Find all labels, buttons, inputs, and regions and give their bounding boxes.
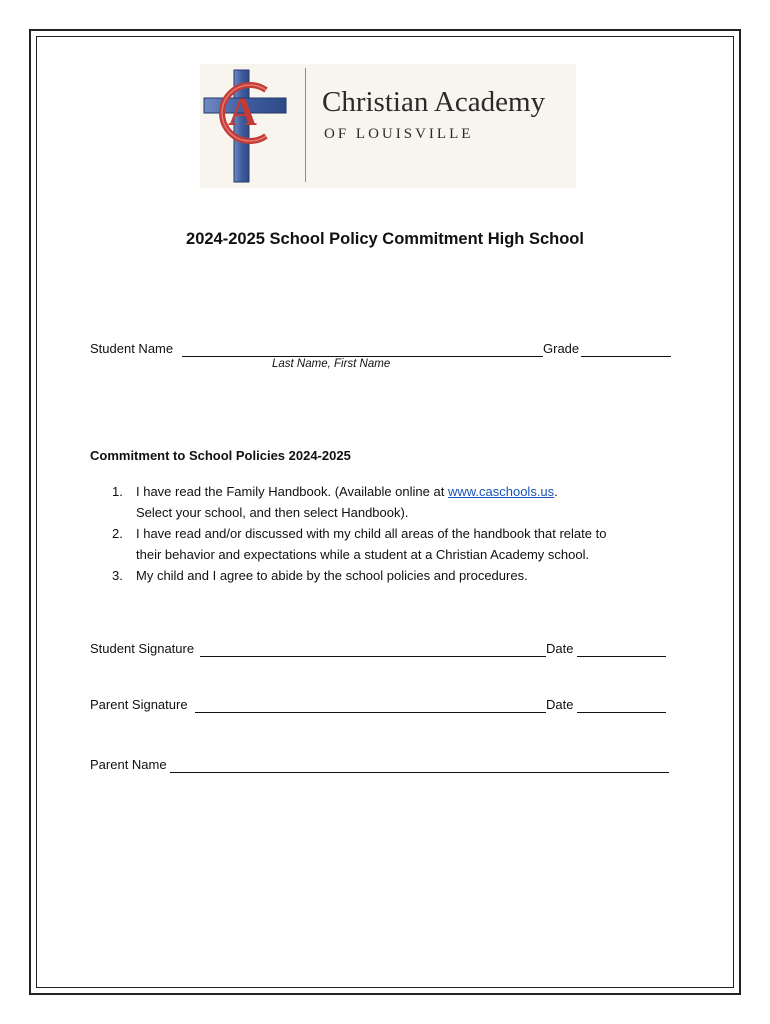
student-name-label: Student Name [90,341,174,356]
list-item [112,481,672,523]
handbook-link[interactable]: www.caschools.us [447,484,555,499]
list-item-number: 2. [112,526,123,541]
commitment-heading: Commitment to School Policies 2024-2025 [90,448,351,463]
student-date-field[interactable] [577,656,666,657]
list-item [112,523,672,565]
student-signature-field[interactable] [200,656,546,657]
list-item-text: . [554,484,558,499]
list-item-text: My child and I agree to abide by the school policies and procedures. [136,568,528,583]
commitment-list [112,481,672,586]
logo-divider [305,68,306,182]
list-item-number: 3. [112,568,123,583]
student-name-field[interactable] [182,356,543,357]
logo-letter-a: A [228,89,257,134]
school-logo [200,64,576,188]
list-item-text: their behavior and expectations while a student at a Christian Academy school. [136,547,590,562]
student-date-label: Date [546,641,574,656]
logo-school-subtitle: OF LOUISVILLE [324,126,474,142]
grade-label: Grade [543,341,580,356]
parent-date-field[interactable] [577,712,666,713]
student-signature-label: Student Signature [90,641,195,656]
parent-date-label: Date [546,697,574,712]
page-title: 2024-2025 School Policy Commitment High School [186,230,584,248]
logo-letter-c [208,68,209,70]
parent-signature-field[interactable] [195,712,546,713]
list-item-text: Select your school, and then select Handbook). [136,505,409,520]
list-item-text: I have read the Family Handbook. (Available online at [136,484,448,499]
list-item [112,565,672,586]
list-item-text: I have read and/or discussed with my child all areas of the handbook that relate to [136,526,607,541]
parent-signature-label: Parent Signature [90,697,188,712]
logo-school-name: Christian Academy [322,86,546,118]
parent-name-label: Parent Name [90,757,167,772]
grade-field[interactable] [581,356,671,357]
parent-name-field[interactable] [170,772,669,773]
list-item-number: 1. [112,484,123,499]
student-name-hint: Last Name, First Name [272,358,391,370]
